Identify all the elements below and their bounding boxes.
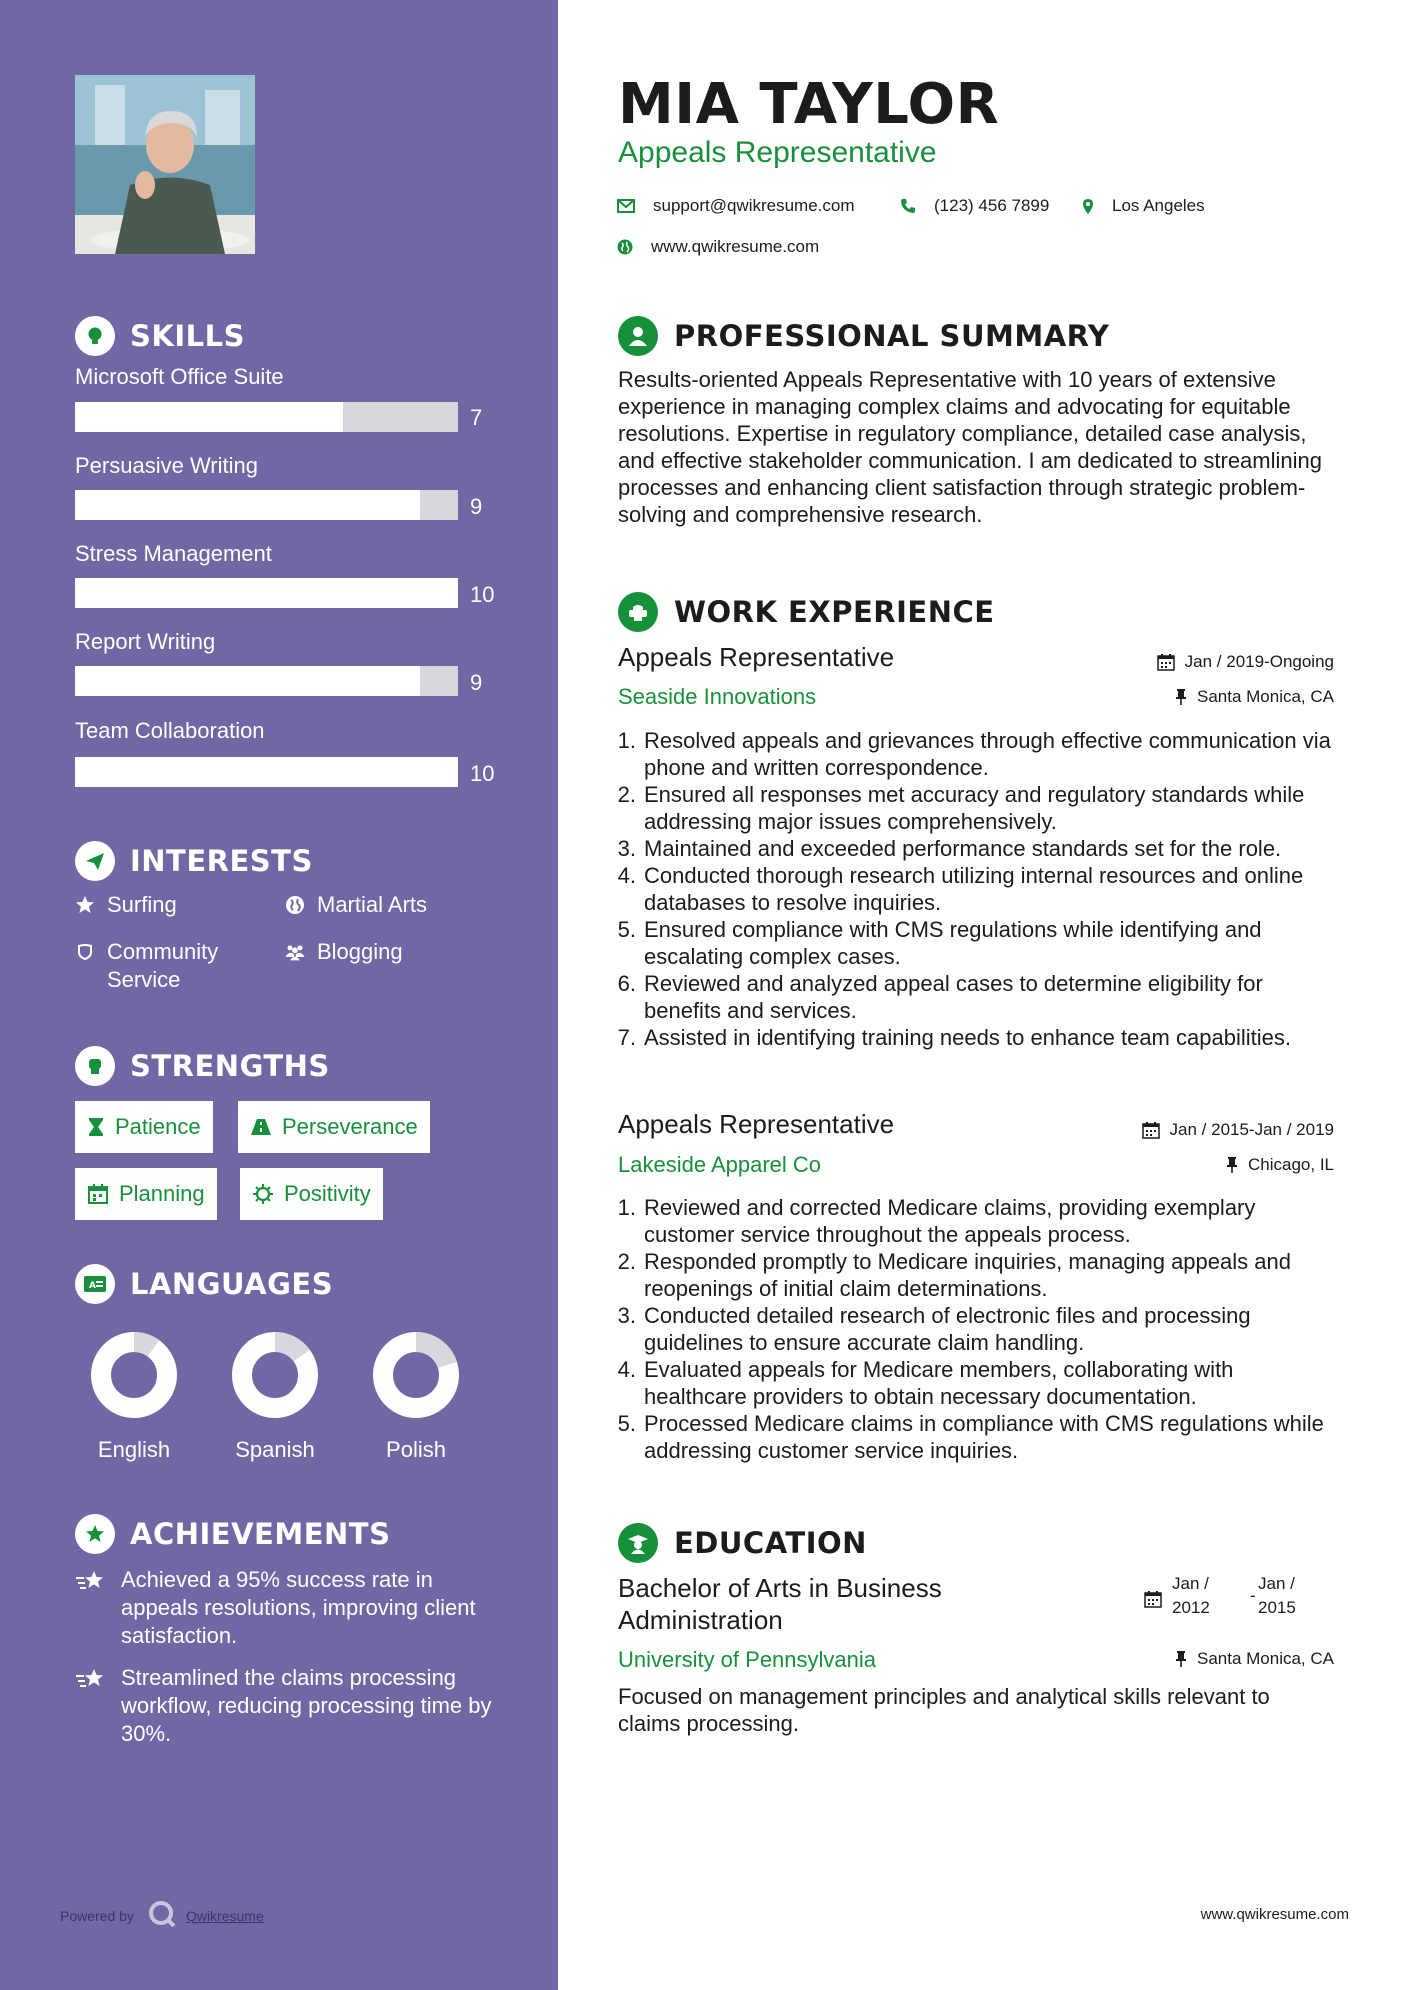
pushpin-icon xyxy=(1175,688,1187,706)
edu-date-separator: - xyxy=(1250,1586,1256,1605)
user-icon xyxy=(618,316,658,356)
achievement-item xyxy=(75,1566,505,1650)
duty-text: Ensured compliance with CMS regulations while identifying and escalating complex cases. xyxy=(644,917,1262,969)
achievements-heading xyxy=(75,1514,390,1554)
education-heading xyxy=(618,1523,867,1563)
sidebar xyxy=(0,0,558,1990)
fist-icon xyxy=(75,1046,115,1086)
skill-level: 10 xyxy=(470,582,495,607)
shield-icon xyxy=(75,938,95,966)
website-text[interactable]: www.qwikresume.com xyxy=(651,237,820,256)
skill-bar xyxy=(75,666,458,696)
duty-item xyxy=(612,916,1342,970)
degree-line: Bachelor of Arts in Business xyxy=(618,1573,942,1603)
duty-text: Reviewed and corrected Medicare claims, providing exemplary customer service throughout the appeals process. xyxy=(644,1195,1256,1247)
degree-line: Administration xyxy=(618,1605,783,1635)
skill-bar xyxy=(75,757,458,787)
duty-text: Ensured all responses met accuracy and regulatory standards while addressing major issues comprehensively. xyxy=(644,782,1305,834)
duty-number: 1. xyxy=(617,1195,636,1220)
duty-text: Resolved appeals and grievances through effective communication via phone and written correspondence. xyxy=(644,728,1331,780)
duty-number: 2. xyxy=(617,782,636,807)
duty-item xyxy=(612,1194,1342,1248)
degree-title xyxy=(618,1572,942,1636)
strengths-heading xyxy=(75,1046,330,1086)
skill-bar-fill xyxy=(75,578,458,608)
candidate-title: Appeals Representative xyxy=(618,136,937,169)
interests-title: INTERESTS xyxy=(130,844,313,878)
email-text[interactable]: support@qwikresume.com xyxy=(653,196,855,215)
language-ring xyxy=(90,1331,178,1419)
job-dates-text: Jan / 2015-Jan / 2019 xyxy=(1169,1120,1334,1139)
interest-item xyxy=(285,891,427,919)
skill-level: 9 xyxy=(470,494,483,519)
interest-label: Martial Arts xyxy=(317,892,428,917)
strength-badge xyxy=(75,1101,213,1153)
skill-bar xyxy=(75,402,458,432)
contact-phone xyxy=(900,196,1049,216)
strengths-title: STRENGTHS xyxy=(130,1049,330,1083)
strength-label: Patience xyxy=(115,1114,201,1139)
duty-item xyxy=(612,1024,1342,1051)
duty-item xyxy=(612,835,1342,862)
duty-number: 7. xyxy=(617,1025,636,1050)
edu-start-line: 2012 xyxy=(1172,1598,1210,1617)
strength-label: Planning xyxy=(119,1181,205,1206)
skill-name: Stress Management xyxy=(75,541,272,566)
calendar-icon xyxy=(1142,1121,1160,1139)
duty-text: Assisted in identifying training needs to enhance team capabilities. xyxy=(644,1025,1291,1050)
language-ring xyxy=(231,1331,319,1419)
job-duties xyxy=(612,727,1342,1051)
edu-start-line: Jan / xyxy=(1172,1574,1209,1593)
duty-number: 3. xyxy=(617,836,636,861)
skill-bar-fill xyxy=(75,402,343,432)
language-name: English xyxy=(97,1437,171,1462)
duty-item xyxy=(612,1248,1342,1302)
shooting-star-icon xyxy=(75,1666,109,1697)
duty-text: Conducted detailed research of electronic files and processing guidelines to ensure accurate claim handling. xyxy=(644,1303,1251,1355)
interest-label: Surfing xyxy=(107,892,177,917)
language-item xyxy=(74,1331,194,1463)
strength-badge xyxy=(240,1168,383,1220)
achievement-text: Streamlined the claims processing workflow, reducing processing time by 30%. xyxy=(121,1665,492,1746)
skills-title: SKILLS xyxy=(130,319,245,353)
achievements-title: ACHIEVEMENTS xyxy=(130,1517,391,1551)
powered-by xyxy=(60,1900,264,1931)
language-name: Spanish xyxy=(235,1437,315,1462)
school-name: University of Pennsylvania xyxy=(618,1647,877,1672)
skill-name: Microsoft Office Suite xyxy=(75,364,284,389)
languages-title: LANGUAGES xyxy=(130,1267,334,1301)
job-location xyxy=(1226,1155,1334,1175)
duty-text: Evaluated appeals for Medicare members, collaborating with healthcare providers to obtain necessary documentation. xyxy=(644,1357,1234,1409)
skills-heading xyxy=(75,316,245,356)
job-dates-text: Jan / 2019-Ongoing xyxy=(1184,652,1334,671)
strength-badge xyxy=(238,1101,430,1153)
duty-item xyxy=(612,1410,1342,1464)
strength-badge xyxy=(75,1168,217,1220)
profile-photo xyxy=(75,75,255,254)
phone-text[interactable]: (123) 456 7899 xyxy=(934,196,1050,215)
skill-name: Persuasive Writing xyxy=(75,453,258,478)
job-dates xyxy=(1142,1120,1334,1140)
education-description: Focused on management principles and analytical skills relevant to claims processing. xyxy=(618,1684,1270,1736)
calendar-icon xyxy=(1144,1590,1162,1615)
achievement-text: Achieved a 95% success rate in appeals resolutions, improving client satisfaction. xyxy=(121,1567,476,1648)
sun-icon xyxy=(252,1183,274,1205)
duty-item xyxy=(612,727,1342,781)
paper-plane-icon xyxy=(75,841,115,881)
job-location-text: Santa Monica, CA xyxy=(1196,687,1334,706)
contact-location xyxy=(1082,196,1205,216)
contact-email xyxy=(617,196,855,216)
language-ring xyxy=(372,1331,460,1419)
lightbulb-icon xyxy=(75,316,115,356)
job-duties xyxy=(612,1194,1342,1464)
experience-title: WORK EXPERIENCE xyxy=(674,595,995,629)
duty-text: Reviewed and analyzed appeal cases to determine eligibility for benefits and services. xyxy=(644,971,1263,1023)
globe-icon xyxy=(617,239,633,255)
language-item xyxy=(356,1331,476,1463)
language-item xyxy=(215,1331,335,1463)
interests-heading xyxy=(75,841,313,881)
edu-location-text: Santa Monica, CA xyxy=(1196,1649,1334,1668)
contact-website xyxy=(617,237,819,257)
duty-item xyxy=(612,1302,1342,1356)
job-title: Appeals Representative xyxy=(618,1109,895,1139)
calendar-icon xyxy=(1157,653,1175,671)
duty-text: Maintained and exceeded performance standards set for the role. xyxy=(644,836,1282,861)
summary-text: Results-oriented Appeals Representative with 10 years of extensive experience in managing complex claims and advocating for equitable resolutions. Expertise in regulatory compliance, detailed case analysis, and effective stakeholder communication. I am dedicated to streamlining processes and enhancing client satisfaction through strategic problem-solving and comprehensive research. xyxy=(618,367,1322,527)
globe-icon xyxy=(285,891,305,919)
skill-level: 10 xyxy=(470,761,495,786)
duty-item xyxy=(612,781,1342,835)
interest-item xyxy=(285,938,403,966)
duty-number: 4. xyxy=(617,1357,636,1382)
footer-website[interactable]: www.qwikresume.com xyxy=(1200,1906,1349,1923)
duty-number: 4. xyxy=(617,863,636,888)
language-ring-base xyxy=(101,1342,167,1408)
language-name: Polish xyxy=(386,1437,446,1462)
edu-end-line: 2015 xyxy=(1258,1598,1296,1617)
interest-item xyxy=(75,891,177,919)
duty-item xyxy=(612,1356,1342,1410)
star-icon xyxy=(75,891,95,919)
skill-name: Report Writing xyxy=(75,629,216,654)
skill-bar-fill xyxy=(75,757,458,787)
shooting-star-icon xyxy=(75,1568,109,1599)
skill-level: 7 xyxy=(470,405,483,430)
road-icon xyxy=(250,1118,272,1136)
skill-bar xyxy=(75,578,458,608)
duty-text: Processed Medicare claims in compliance with CMS regulations while addressing customer service inquiries. xyxy=(644,1411,1324,1463)
users-icon xyxy=(285,938,305,966)
interest-label: Blogging xyxy=(317,939,403,964)
skill-level: 9 xyxy=(470,670,483,695)
qwikresume-logo-icon xyxy=(148,1900,176,1931)
duty-number: 6. xyxy=(617,971,636,996)
hourglass-icon xyxy=(87,1117,105,1137)
duty-item xyxy=(612,970,1342,1024)
achievement-item xyxy=(75,1664,505,1748)
languages-heading xyxy=(75,1264,333,1304)
strength-label: Positivity xyxy=(284,1181,371,1206)
calendar-icon xyxy=(87,1183,109,1205)
svg-text:A: A xyxy=(89,1281,96,1291)
interest-label: Community Service xyxy=(107,939,219,992)
duty-number: 5. xyxy=(617,917,636,942)
skill-bar-fill xyxy=(75,666,420,696)
duty-text: Responded promptly to Medicare inquiries, managing appeals and reopenings of initial claim determinations. xyxy=(644,1249,1291,1301)
education-title: EDUCATION xyxy=(674,1526,867,1560)
edu-location xyxy=(1175,1649,1334,1669)
duty-number: 3. xyxy=(617,1303,636,1328)
job-dates xyxy=(1157,652,1334,672)
interest-item xyxy=(75,938,255,994)
powered-by-label: Powered by xyxy=(60,1907,134,1924)
skill-name: Team Collaboration xyxy=(75,718,265,743)
company-name: Seaside Innovations xyxy=(618,684,817,709)
location-text: Los Angeles xyxy=(1112,196,1205,215)
edu-start-date xyxy=(1172,1572,1210,1620)
medal-star-icon xyxy=(75,1514,115,1554)
duty-number: 5. xyxy=(617,1411,636,1436)
summary-heading xyxy=(618,316,1109,356)
duty-number: 2. xyxy=(617,1249,636,1274)
duty-text: Conducted thorough research utilizing internal resources and online databases to resolve inquiries. xyxy=(644,863,1304,915)
skill-bar-fill xyxy=(75,490,420,520)
candidate-name: MIA TAYLOR xyxy=(618,72,1000,137)
handshake-icon xyxy=(618,592,658,632)
graduate-icon xyxy=(618,1523,658,1563)
job-location-text: Chicago, IL xyxy=(1248,1155,1334,1174)
strength-label: Perseverance xyxy=(282,1114,418,1139)
duty-number: 1. xyxy=(617,728,636,753)
skill-bar xyxy=(75,490,458,520)
company-name: Lakeside Apparel Co xyxy=(618,1152,822,1177)
map-pin-icon xyxy=(1082,198,1094,215)
duty-item xyxy=(612,862,1342,916)
edu-end-date xyxy=(1258,1572,1296,1620)
phone-icon xyxy=(900,198,916,214)
language-icon xyxy=(75,1264,115,1304)
envelope-icon xyxy=(617,199,635,213)
summary-title: PROFESSIONAL SUMMARY xyxy=(674,319,1110,353)
job-location xyxy=(1175,687,1334,707)
experience-heading xyxy=(618,592,995,632)
pushpin-icon xyxy=(1175,1650,1187,1668)
pushpin-icon xyxy=(1226,1156,1238,1174)
job-title: Appeals Representative xyxy=(618,642,895,672)
edu-end-line: Jan / xyxy=(1258,1574,1295,1593)
qwikresume-link[interactable]: Qwikresume xyxy=(185,1907,264,1924)
